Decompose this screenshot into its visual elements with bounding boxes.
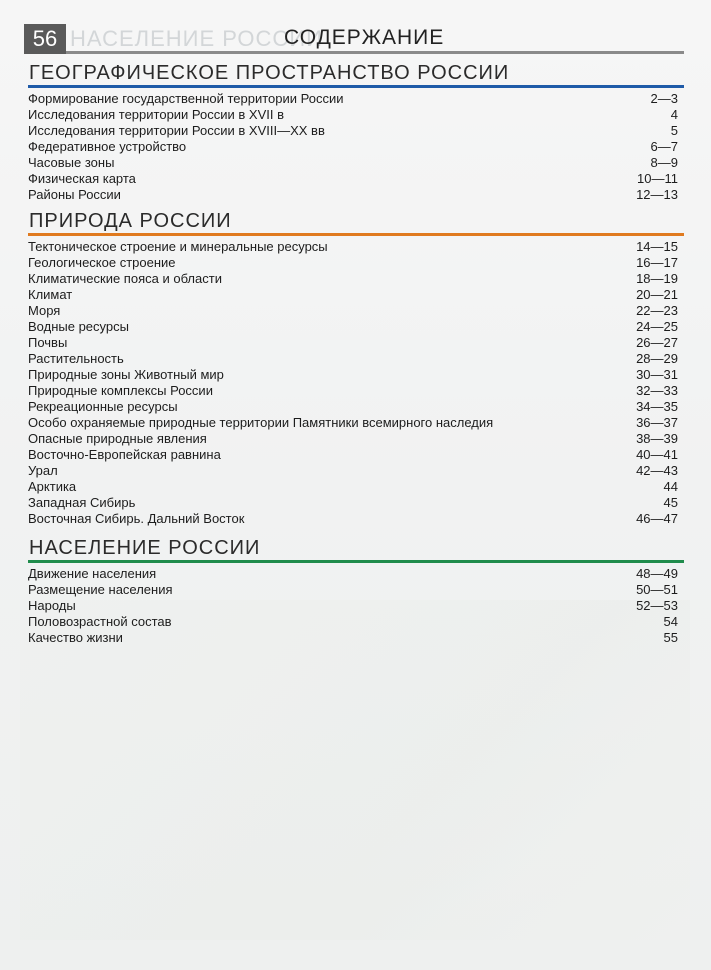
- toc-entry-pages: 48—49: [636, 566, 678, 581]
- toc-entry[interactable]: [28, 367, 684, 383]
- toc-entry[interactable]: [28, 463, 684, 479]
- toc-entry-pages: 5: [670, 123, 678, 138]
- toc-entry-title: Физическая карта: [28, 171, 136, 186]
- section-title: НАСЕЛЕНИЕ РОССИИ: [29, 537, 261, 559]
- toc-entry-title: Районы России: [28, 187, 121, 202]
- toc-entry[interactable]: [28, 351, 684, 367]
- toc-entry-pages: 52—53: [636, 598, 678, 613]
- toc-entry-title: Рекреационные ресурсы: [28, 399, 178, 414]
- toc-entry-title: Климатические пояса и области: [28, 271, 222, 286]
- toc-entry-title: Часовые зоны: [28, 155, 115, 170]
- toc-entry-pages: 2—3: [650, 91, 678, 106]
- faded-map-background: [20, 600, 690, 940]
- toc-entry-title: Народы: [28, 598, 76, 613]
- toc-entry[interactable]: [28, 239, 684, 255]
- toc-entry-title: Половозрастной состав: [28, 614, 172, 629]
- toc-entry-pages: 46—47: [636, 511, 678, 526]
- toc-entry-title: Опасные природные явления: [28, 431, 207, 446]
- toc-entry-pages: 34—35: [636, 399, 678, 414]
- toc-entry-title: Особо охраняемые природные территории Памятники всемирного наследия: [28, 415, 494, 430]
- toc-entry-pages: 50—51: [636, 582, 678, 597]
- toc-entry-pages: 14—15: [636, 239, 678, 254]
- toc-entry[interactable]: [28, 431, 684, 447]
- toc-entry-title: Природные комплексы России: [28, 383, 213, 398]
- toc-entry[interactable]: [28, 566, 684, 582]
- toc-entry[interactable]: [28, 303, 684, 319]
- toc-list: [28, 239, 684, 527]
- toc-entry-pages: 4: [670, 107, 678, 122]
- toc-entry-title: Исследования территории России в XVII в: [28, 107, 285, 122]
- section-rule: [28, 233, 684, 236]
- toc-entry-title: Арктика: [28, 479, 77, 494]
- toc-entry[interactable]: [28, 319, 684, 335]
- toc-entry[interactable]: [28, 107, 684, 123]
- toc-entry-title: Размещение населения: [28, 582, 173, 597]
- toc-entry[interactable]: [28, 187, 684, 203]
- toc-entry-title: Моря: [28, 303, 61, 318]
- section-title: ПРИРОДА РОССИИ: [29, 210, 232, 232]
- toc-entry-pages: 45: [663, 495, 678, 510]
- header-rule: [66, 51, 684, 54]
- section-geography: [28, 62, 684, 203]
- toc-entry-pages: 26—27: [636, 335, 678, 350]
- toc-entry-pages: 6—7: [650, 139, 678, 154]
- toc-entry-pages: 30—31: [636, 367, 678, 382]
- toc-entry[interactable]: [28, 598, 684, 614]
- toc-entry-pages: 32—33: [636, 383, 678, 398]
- toc-entry-title: Движение населения: [28, 566, 157, 581]
- toc-entry-pages: 36—37: [636, 415, 678, 430]
- toc-entry[interactable]: [28, 287, 684, 303]
- toc-entry[interactable]: [28, 123, 684, 139]
- toc-entry-pages: 18—19: [636, 271, 678, 286]
- page-header: [0, 0, 711, 60]
- toc-entry-title: Исследования территории России в XVIII—XX вв: [28, 123, 325, 138]
- section-population: [28, 537, 684, 646]
- toc-entry-title: Геологическое строение: [28, 255, 176, 270]
- toc-entry[interactable]: [28, 139, 684, 155]
- toc-entry-pages: 44: [663, 479, 678, 494]
- toc-entry-title: Качество жизни: [28, 630, 123, 645]
- toc-entry-title: Природные зоны Животный мир: [28, 367, 224, 382]
- toc-entry[interactable]: [28, 383, 684, 399]
- toc-entry-title: Урал: [28, 463, 58, 478]
- toc-entry[interactable]: [28, 415, 684, 431]
- toc-entry[interactable]: [28, 614, 684, 630]
- toc-entry-title: Почвы: [28, 335, 68, 350]
- toc-entry[interactable]: [28, 511, 684, 527]
- toc-entry-pages: 22—23: [636, 303, 678, 318]
- toc-entry-pages: 16—17: [636, 255, 678, 270]
- toc-entry[interactable]: [28, 335, 684, 351]
- toc-entry[interactable]: [28, 582, 684, 598]
- toc-entry[interactable]: [28, 495, 684, 511]
- toc-entry-title: Восточная Сибирь. Дальний Восток: [28, 511, 245, 526]
- toc-entry[interactable]: [28, 255, 684, 271]
- toc-entry-pages: 42—43: [636, 463, 678, 478]
- page-number: 56: [24, 24, 66, 54]
- toc-entry[interactable]: [28, 479, 684, 495]
- toc-entry[interactable]: [28, 399, 684, 415]
- toc-entry-pages: 20—21: [636, 287, 678, 302]
- toc-entry-pages: 10—11: [637, 171, 678, 186]
- toc-entry[interactable]: [28, 171, 684, 187]
- toc-entry-title: Восточно-Европейская равнина: [28, 447, 221, 462]
- toc-entry-title: Климат: [28, 287, 73, 302]
- toc-entry-pages: 28—29: [636, 351, 678, 366]
- toc-list: [28, 91, 684, 203]
- toc-entry[interactable]: [28, 447, 684, 463]
- toc-entry-pages: 55: [663, 630, 678, 645]
- section-rule: [28, 560, 684, 563]
- toc-entry-pages: 54: [663, 614, 678, 629]
- toc-entry[interactable]: [28, 155, 684, 171]
- page-title: СОДЕРЖАНИЕ: [284, 26, 445, 49]
- toc-entry-pages: 8—9: [650, 155, 678, 170]
- header-ghost-text: НАСЕЛЕНИЕ РОССИИ: [70, 26, 323, 51]
- toc-entry[interactable]: [28, 91, 684, 107]
- toc-entry[interactable]: [28, 271, 684, 287]
- toc-entry-title: Западная Сибирь: [28, 495, 136, 510]
- toc-entry-title: Растительность: [28, 351, 124, 366]
- toc-entry-title: Водные ресурсы: [28, 319, 129, 334]
- section-nature: [28, 210, 684, 527]
- toc-entry-pages: 38—39: [636, 431, 678, 446]
- toc-entry-pages: 12—13: [636, 187, 678, 202]
- toc-entry-pages: 24—25: [636, 319, 678, 334]
- toc-entry[interactable]: [28, 630, 684, 646]
- toc-entry-title: Формирование государственной территории России: [28, 91, 344, 106]
- toc-entry-pages: 40—41: [636, 447, 678, 462]
- section-rule: [28, 85, 684, 88]
- toc-list: [28, 566, 684, 646]
- toc-entry-title: Федеративное устройство: [28, 139, 187, 154]
- toc-entry-title: Тектоническое строение и минеральные ресурсы: [28, 239, 328, 254]
- section-title: ГЕОГРАФИЧЕСКОЕ ПРОСТРАНСТВО РОССИИ: [29, 62, 510, 84]
